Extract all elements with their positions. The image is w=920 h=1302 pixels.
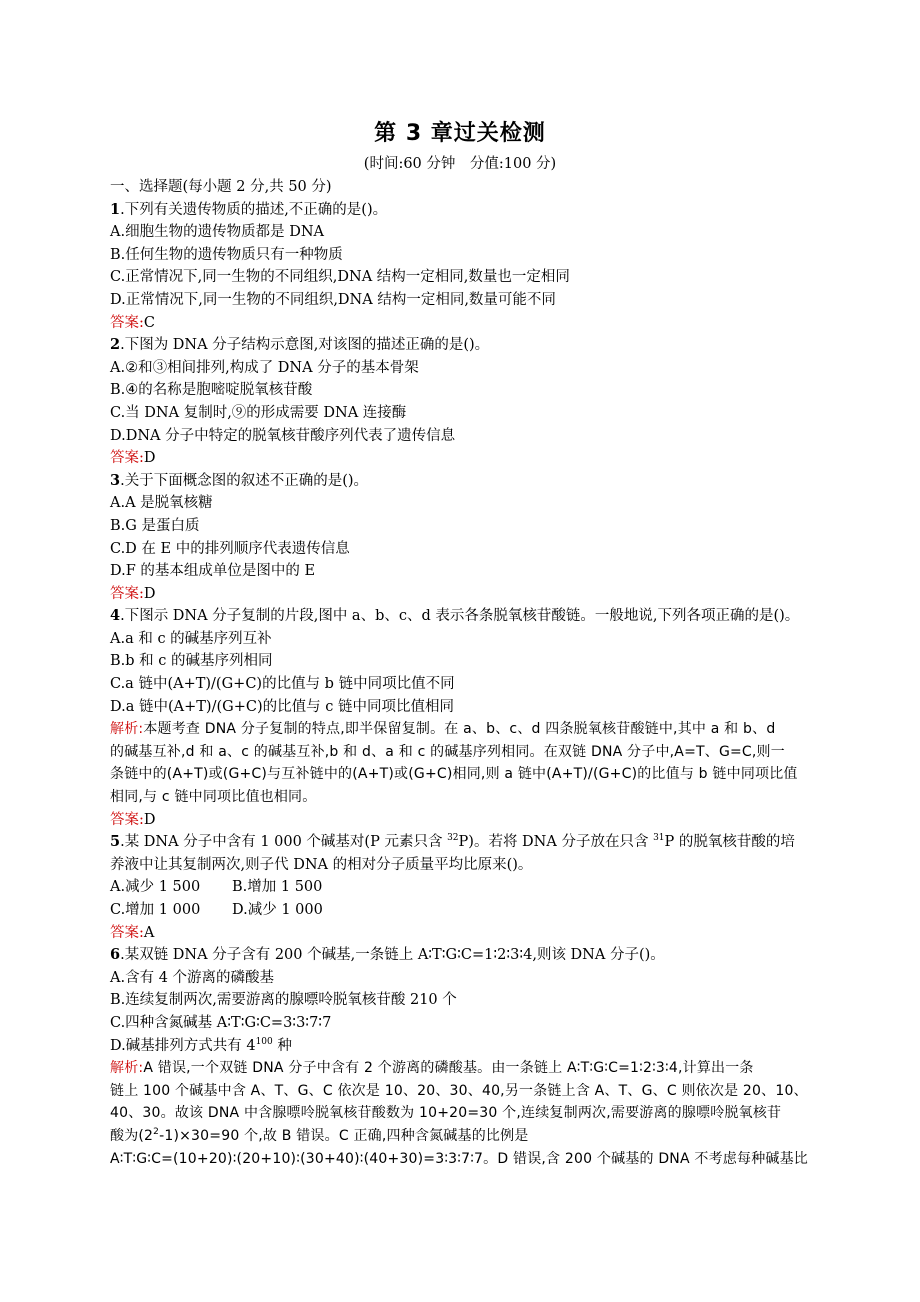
question-4-analysis-line-2: 的碱基互补,d 和 a、c 的碱基互补,b 和 d、a 和 c 的碱基序列相同。在双链 DNA 分子中,A=T、G=C,则一 xyxy=(110,743,785,760)
question-4-option-b: B.b 和 c 的碱基序列相同 xyxy=(110,653,273,670)
question-text: P)。若将 DNA 分子放在只含 xyxy=(458,834,654,851)
question-3-option-b: B.G 是蛋白质 xyxy=(110,517,200,534)
question-4-analysis-line-3: 条链中的(A+T)或(G+C)与互补链中的(A+T)或(G+C)相同,则 a 链中(A+T)/(G+C)的比值与 b 链中同项比值 xyxy=(110,766,798,783)
question-2-option-c: C.当 DNA 复制时,⑨的形成需要 DNA 连接酶 xyxy=(110,404,407,421)
answer-label: 答案: xyxy=(110,811,144,828)
question-2-answer xyxy=(110,447,816,470)
question-4-option-c: C.a 链中(A+T)/(G+C)的比值与 b 链中同项比值不同 xyxy=(110,676,455,693)
question-4-option-a: A.a 和 c 的碱基序列互补 xyxy=(110,630,272,647)
question-text: .下列有关遗传物质的描述,不正确的是()。 xyxy=(120,201,388,218)
question-text: .关于下面概念图的叙述不正确的是()。 xyxy=(120,472,369,489)
question-2-option-a: A.②和③相间排列,构成了 DNA 分子的基本骨架 xyxy=(110,359,419,376)
question-number: 1 xyxy=(110,200,121,218)
question-3-option-c: C.D 在 E 中的排列顺序代表遗传信息 xyxy=(110,540,350,557)
question-number: 2 xyxy=(110,336,121,354)
section-heading: 一、选择题(每小题 2 分,共 50 分) xyxy=(110,179,332,195)
question-3-answer xyxy=(110,583,816,606)
option-text: D.碱基排列方式共有 4 xyxy=(110,1037,256,1054)
question-4-stem xyxy=(110,605,816,628)
question-2-option-b: B.④的名称是胞嘧啶脱氧核苷酸 xyxy=(110,382,313,399)
question-number: 5 xyxy=(110,833,121,851)
question-4-analysis-line-1 xyxy=(110,718,816,741)
question-number: 3 xyxy=(110,471,121,489)
question-5-stem-line-2: 养液中让其复制两次,则子代 DNA 的相对分子质量平均比原来()。 xyxy=(110,856,533,873)
option-text: 种 xyxy=(272,1037,292,1054)
question-5-option-b: B.增加 1 500 xyxy=(232,879,323,896)
question-1-option-b: B.任何生物的遗传物质只有一种物质 xyxy=(110,246,343,263)
answer-label: 答案: xyxy=(110,924,144,941)
question-5-option-c: C.增加 1 000 xyxy=(110,902,201,918)
answer-value: D xyxy=(143,450,156,467)
question-6-option-b: B.连续复制两次,需要游离的腺嘌呤脱氧核苷酸 210 个 xyxy=(110,992,457,1009)
question-1-option-c: C.正常情况下,同一生物的不同组织,DNA 结构一定相同,数量也一定相同 xyxy=(110,269,570,286)
answer-label: 答案: xyxy=(110,314,144,331)
analysis-label: 解析: xyxy=(110,1060,144,1077)
question-6-option-a: A.含有 4 个游离的磷酸基 xyxy=(110,969,275,986)
question-6-analysis-line-4 xyxy=(110,1125,816,1148)
question-4-option-d: D.a 链中(A+T)/(G+C)的比值与 c 链中同项比值相同 xyxy=(110,698,454,715)
question-1-answer xyxy=(110,312,816,335)
question-5-options-row-2 xyxy=(110,899,816,922)
question-6-analysis-line-5: A∶T∶G∶C=(10+20)∶(20+10)∶(30+40)∶(40+30)=3∶3∶7∶7。D 错误,含 200 个碱基的 DNA 不考虑每种碱基比 xyxy=(110,1150,808,1167)
document-body xyxy=(110,176,816,1170)
question-3-option-d: D.F 的基本组成单位是图中的 E xyxy=(110,563,316,580)
question-5-options-row-1 xyxy=(110,876,816,899)
analysis-text: A 错误,一个双链 DNA 分子中含有 2 个游离的磷酸基。由一条链上 A∶T∶G∶C=1∶2∶3∶4,计算出一条 xyxy=(143,1060,754,1077)
answer-value: D xyxy=(143,811,156,828)
analysis-label: 解析: xyxy=(110,721,144,738)
question-text: P 的脱氧核苷酸的培 xyxy=(664,834,795,851)
question-number: 6 xyxy=(110,946,121,964)
analysis-text: 酸为(2 xyxy=(110,1127,154,1144)
isotope-superscript: 31 xyxy=(653,833,665,844)
question-5-option-d: D.减少 1 000 xyxy=(232,902,323,918)
question-6-analysis-line-1 xyxy=(110,1057,816,1080)
question-6-analysis-line-2: 链上 100 个碱基中含 A、T、G、C 依次是 10、20、30、40,另一条链上含 A、T、G、C 则依次是 20、10、 xyxy=(110,1082,808,1099)
question-1-option-d: D.正常情况下,同一生物的不同组织,DNA 结构一定相同,数量可能不同 xyxy=(110,291,556,308)
question-6-option-d xyxy=(110,1035,816,1058)
question-1-option-a: A.细胞生物的遗传物质都是 DNA xyxy=(110,224,324,241)
page-subtitle: (时间:60 分钟 分值:100 分) xyxy=(363,156,557,172)
question-2-option-d: D.DNA 分子中特定的脱氧核苷酸序列代表了遗传信息 xyxy=(110,427,456,444)
question-3-option-a: A.A 是脱氧核糖 xyxy=(110,495,213,512)
analysis-text: -1)×30=90 个,故 B 错误。C 正确,四种含氮碱基的比例是 xyxy=(159,1127,529,1144)
question-text: .某 DNA 分子中含有 1 000 个碱基对(P 元素只含 xyxy=(120,834,448,851)
answer-label: 答案: xyxy=(110,585,144,602)
exponent-superscript: 100 xyxy=(255,1036,273,1047)
question-6-option-c: C.四种含氮碱基 A∶T∶G∶C=3∶3∶7∶7 xyxy=(110,1014,332,1031)
question-text: .下图为 DNA 分子结构示意图,对该图的描述正确的是()。 xyxy=(120,337,490,354)
page-title: 第 3 章过关检测 xyxy=(374,121,546,146)
question-4-answer xyxy=(110,809,816,832)
isotope-superscript: 32 xyxy=(447,833,459,844)
question-1-stem xyxy=(110,199,816,222)
answer-value: C xyxy=(143,314,155,331)
question-4-analysis-line-4: 相同,与 c 链中同项比值也相同。 xyxy=(110,789,317,806)
question-2-stem xyxy=(110,334,816,357)
question-6-analysis-line-3: 40、30。故该 DNA 中含腺嘌呤脱氧核苷酸数为 10+20=30 个,连续复制两次,需要游离的腺嘌呤脱氧核苷 xyxy=(110,1105,782,1122)
question-3-stem xyxy=(110,470,816,493)
question-text: .某双链 DNA 分子含有 200 个碱基,一条链上 A∶T∶G∶C=1∶2∶3∶4,则该 DNA 分子()。 xyxy=(120,947,665,964)
exponent-superscript: 2 xyxy=(153,1126,160,1137)
question-6-stem xyxy=(110,944,816,967)
answer-label: 答案: xyxy=(110,450,144,467)
question-number: 4 xyxy=(110,607,121,625)
question-5-option-a: A.减少 1 500 xyxy=(110,879,201,896)
question-text: .下图示 DNA 分子复制的片段,图中 a、b、c、d 表示各条脱氧核苷酸链。一般地说,下列各项正确的是()。 xyxy=(120,608,800,625)
answer-value: D xyxy=(143,585,156,602)
question-5-stem-line-1 xyxy=(110,831,816,854)
answer-value: A xyxy=(143,924,155,941)
analysis-text: 本题考查 DNA 分子复制的特点,即半保留复制。在 a、b、c、d 四条脱氧核苷酸链中,其中 a 和 b、d xyxy=(143,721,776,738)
question-5-answer xyxy=(110,922,816,945)
